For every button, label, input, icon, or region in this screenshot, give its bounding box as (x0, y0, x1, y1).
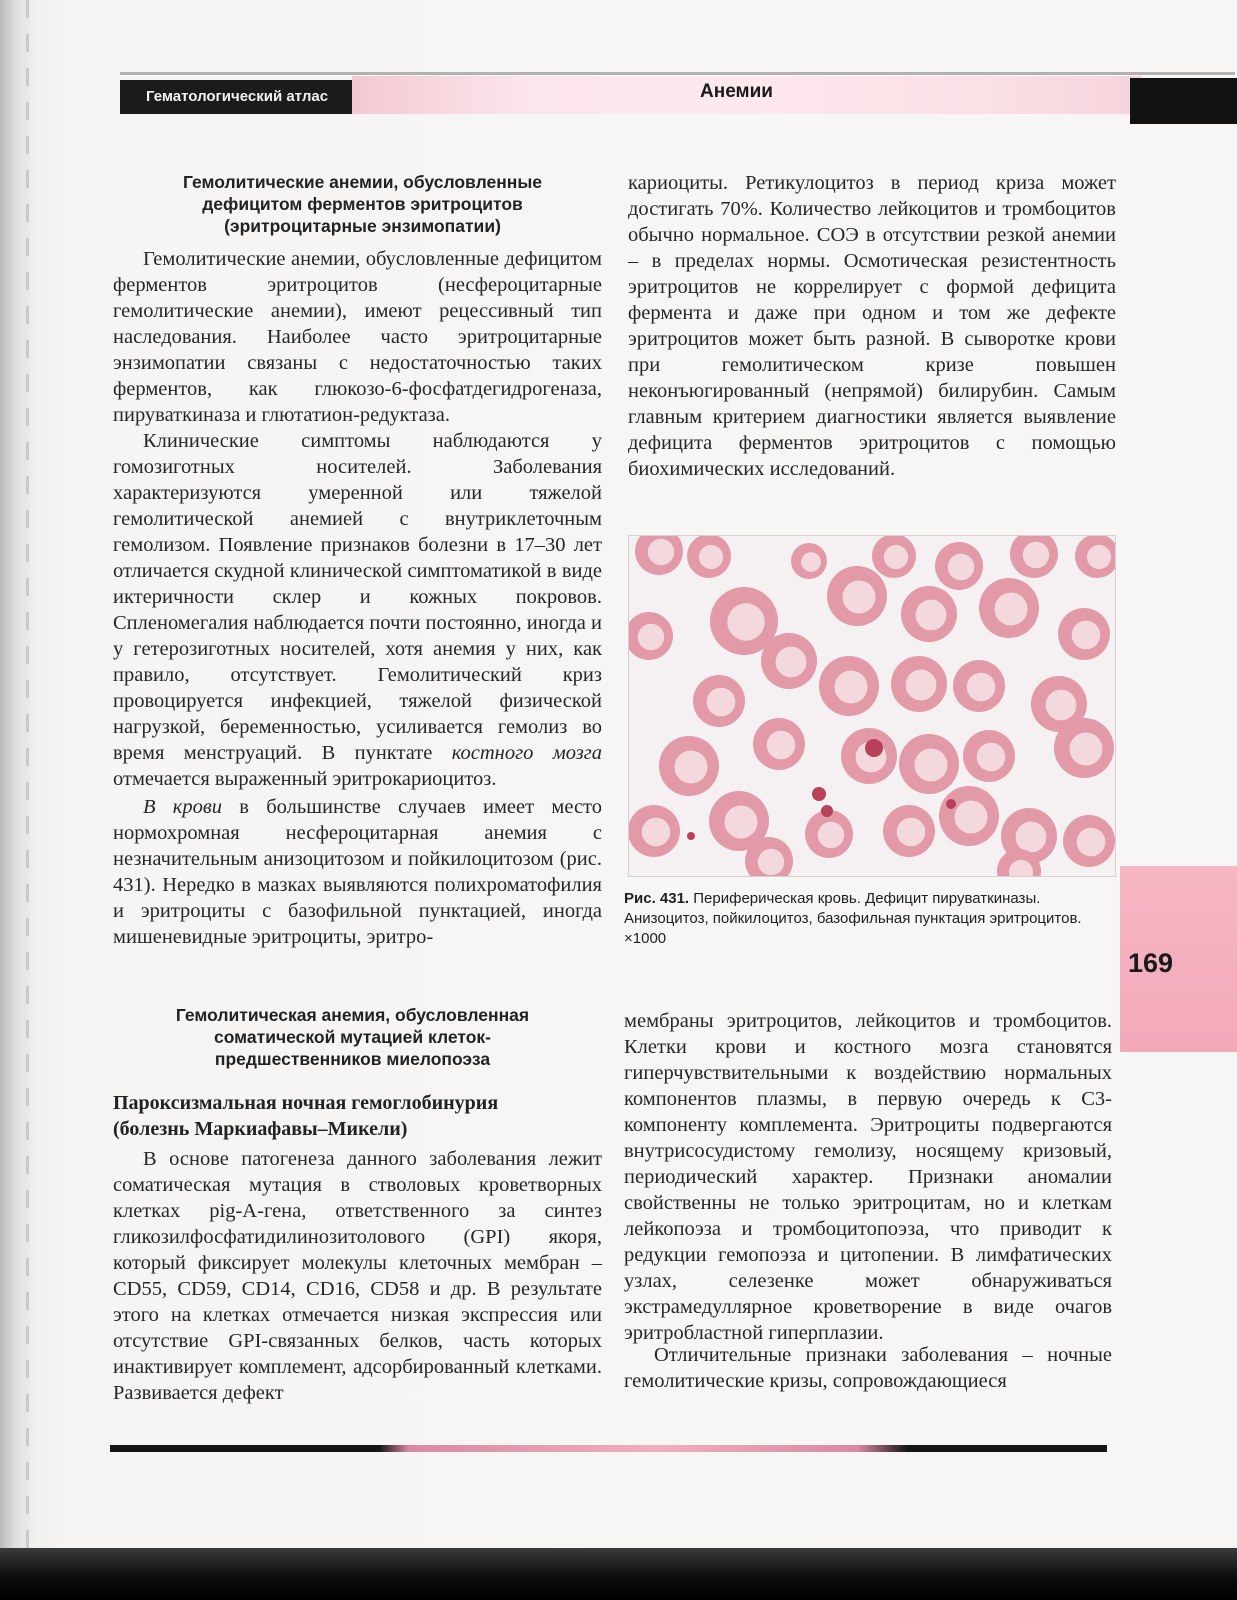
erythrocyte-pallor (1087, 545, 1111, 569)
erythrocyte-pallor (916, 600, 947, 631)
erythrocyte-pallor (699, 545, 723, 569)
section2-right-paragraph-2: Отличительные признаки заболевания – ночные гемолитические кризы, сопровождающиеся (624, 1344, 1112, 1392)
caption-text: Периферическая кровь. Дефицит пируваткиназы. Анизоцитоз, пойкилоцитоз, базофильная пунктация эритроцитов. ×1000 (624, 890, 1082, 947)
section2-right-paragraph-1: мембраны эритроцитов, лейкоцитов и тромбоцитов. Клетки крови и костного мозга становятся гиперчувствительными к воздействию нормальных компонентов плазмы, в первую очередь к С3-компоненту комплемента. Эритроциты подвергаются внутрисосудистому гемолизу, носящему кризовый, периодический характер. Признаки аномалии свойственны не только эритроцитам, но и клеткам лейкопоэза и тромбоцитопоэза, что приводит к редукции гемопоэза и цитопении. В лимфатических узлах, селезенке может обнаруживаться экстрамедуллярное кроветворение в виде очагов эритробластной гиперплазии. (624, 1010, 1112, 1344)
text-run: отмечается выраженный эритрокариоцитоз. (113, 768, 497, 790)
text-run: в большинстве случаев имеет место нормохромная несфероцитарная анемия с незначительным анизоцитозом и пойкилоцитозом (рис. 431). Нередко в мазках выявляются полихроматофилия и эритроциты с базофильной пунктацией, иногда мишеневидные эритроциты, эритро- (113, 796, 602, 948)
section1-paragraph-2 (113, 428, 602, 792)
erythrocyte-pallor (1046, 690, 1077, 721)
erythrocyte-pallor (767, 731, 796, 760)
stippled-cell (687, 832, 695, 840)
erythrocyte-pallor (906, 670, 937, 701)
section1-paragraph-1: Гемолитические анемии, обусловленные дефицитом ферментов эритроцитов (несфероцитарные гемолитические анемии), имеют рецессивный тип наследования. Наиболее часто эритроцитарные энзимопатии связаны с недостаточностью таких ферментов, как глюкозо-6-фосфатдегидрогеназа, пируваткиназа и глютатион-редуктаза. (113, 248, 602, 426)
erythrocyte-pallor (1016, 822, 1047, 853)
heading-line: предшественников миелопоэза (214, 1049, 491, 1069)
erythrocyte-pallor (995, 593, 1028, 626)
footer-rule (110, 1445, 1107, 1452)
subheading-line: (болезнь Маркиафавы–Микели) (113, 1118, 408, 1140)
heading-line: соматической мутацией клеток- (213, 1027, 491, 1047)
erythrocyte-pallor (955, 801, 988, 834)
figure-caption (624, 889, 1116, 949)
erythrocyte-pallor (897, 818, 926, 847)
italic-run: костного мозга (451, 742, 602, 764)
erythrocyte-pallor (758, 849, 784, 875)
section1-right-paragraph: кариоциты. Ретикулоцитоз в период криза может достигать 70%. Количество лейкоцитов и тромбоцитов обычно нормальное. СОЭ в отсутствии резкой анемии – в пределах нормы. Осмотическая резистентность эритроцитов не коррелирует с формой дефицита фермента и даже при одном и том же дефекте эритроцитов может быть разной. В сыворотке крови при гемолитическом кризе повышен неконъюгированный (непрямой) билирубин. Самым главным критерием диагностики является выявление дефицита ферментов эритроцитов с помощью биохимических исследований. (628, 172, 1116, 480)
chapter-title: Анемии (700, 81, 773, 102)
page-number: 169 (1128, 948, 1174, 978)
italic-run: В крови (143, 796, 223, 818)
erythrocyte-pallor (967, 673, 996, 702)
erythrocyte-pallor (675, 751, 708, 784)
section2-paragraph-1: В основе патогенеза данного заболевания лежит соматическая мутация в стволовых кроветворных клетках pig-A-гена, ответственного за синтез гликозилфосфатидилинозитолового (GPI) якоря, который фиксирует молекулы клеточных мембран – CD55, CD59, CD14, CD16, CD58 и др. В результате этого на клетках отмечается низкая экспрессия или отсутствие GPI-связанных белков, часть которых инактивирует комплемент, адсорбированный клетками. Развивается дефект (113, 1148, 602, 1404)
erythrocyte-pallor (818, 822, 844, 848)
erythrocyte-pallor (648, 539, 674, 565)
scan-border (0, 1548, 1237, 1600)
erythrocyte-pallor (642, 818, 671, 847)
stippled-cell (821, 805, 833, 817)
erythrocyte-pallor (1077, 828, 1106, 857)
erythrocyte-pallor (915, 749, 948, 782)
erythrocyte-pallor (776, 647, 807, 678)
heading-line: дефицитом ферментов эритроцитов (202, 194, 523, 214)
erythrocyte-pallor (638, 624, 664, 650)
heading-line: Гемолитическая анемия, обусловленная (175, 1005, 530, 1025)
text-run: Клинические симптомы наблюдаются у гомозиготных носителей. Заболевания характеризуются умеренной или тяжелой гемолитической анемией с внутриклеточным гемолизом. Появление признаков болезни в 17–30 лет отличается скудной клинической симптоматикой в виде иктеричности склер и кожных покровов. Спленомегалия наблюдается почти постоянно, иногда и у гетерозиготных носителей, хотя анемия у них, как правило, отсутствует. Гемолитический криз провоцируется инфекцией, тяжелой физической нагрузкой, беременностью, усиливается гемолиз во время менструаций. В пунктате (113, 430, 602, 764)
erythrocyte-pallor (948, 554, 974, 580)
erythrocyte-pallor (727, 603, 764, 640)
erythrocyte-pallor (977, 743, 1006, 772)
erythrocyte-pallor (801, 552, 821, 572)
section1-heading (120, 171, 605, 237)
erythrocyte-pallor (707, 688, 736, 717)
header-rule (120, 72, 1235, 75)
erythrocyte-pallor (843, 581, 876, 614)
blood-smear-image (629, 536, 1115, 876)
section2-subheading (113, 1090, 603, 1142)
stippled-cell (865, 739, 883, 757)
erythrocyte-pallor (725, 806, 758, 839)
spine-shadow (26, 0, 29, 1548)
caption-label: Рис. 431. (624, 890, 690, 907)
stippled-cell (812, 787, 826, 801)
erythrocyte-pallor (884, 545, 908, 569)
blood-smear-figure (628, 535, 1116, 877)
subheading-line: Пароксизмальная ночная гемоглобинурия (113, 1092, 499, 1114)
heading-line: Гемолитические анемии, обусловленные (182, 172, 543, 192)
book-title: Гематологический атлас (120, 80, 352, 114)
section2-heading (120, 1004, 585, 1070)
erythrocyte-pallor (1070, 733, 1103, 766)
heading-line: (эритроцитарные энзимопатии) (224, 216, 501, 236)
erythrocyte-pallor (835, 671, 868, 704)
header-tab (1130, 78, 1237, 124)
section1-paragraph-3 (113, 794, 602, 950)
stippled-cell (946, 799, 956, 809)
erythrocyte-pallor (1072, 621, 1101, 650)
erythrocyte-pallor (1023, 542, 1049, 568)
